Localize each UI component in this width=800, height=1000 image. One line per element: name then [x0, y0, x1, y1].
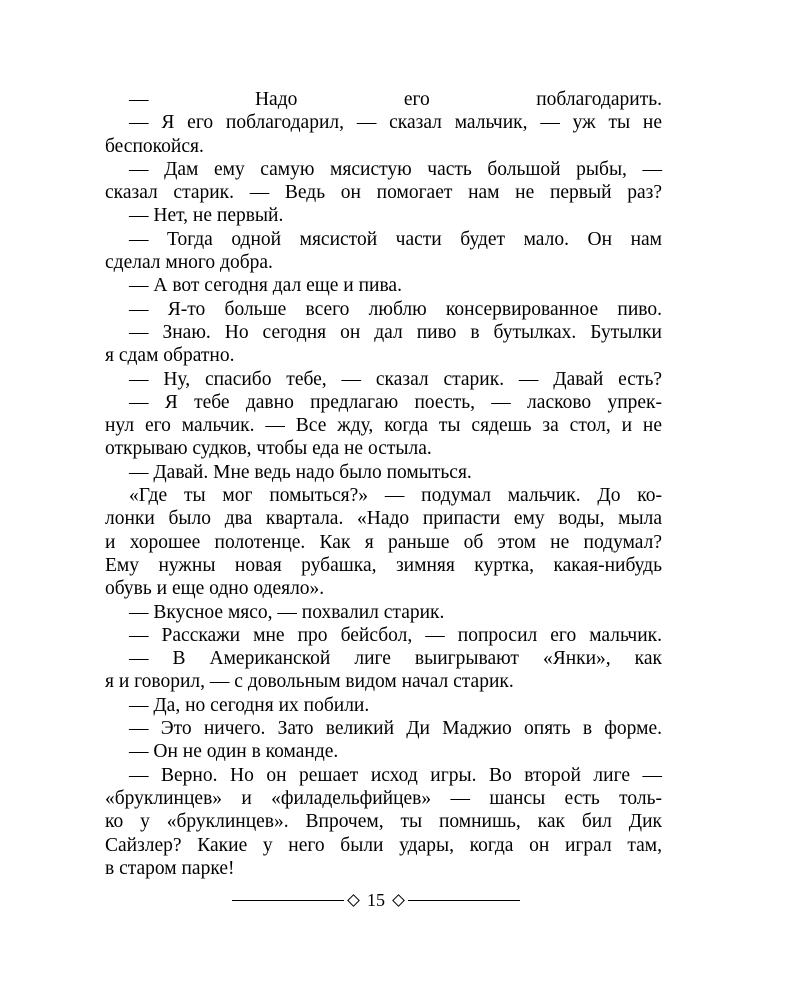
- text-line: нул его мальчик. — Все жду, когда ты сядешь за стол, и не: [105, 415, 662, 437]
- text-line: — Давай. Мне ведь надо было помыться.: [129, 461, 472, 483]
- text-line: — Я-то больше всего люблю консервированное пиво.: [129, 298, 662, 320]
- text-line: «Где ты мог помыться?» — подумал мальчик. До ко-: [129, 485, 662, 507]
- text-line: — Он не один в команде.: [129, 741, 339, 763]
- text-line: — Это ничего. Зато великий Ди Маджио опять в форме.: [129, 718, 662, 740]
- book-page-text: [105, 88, 662, 880]
- footer-rule-left: [232, 900, 344, 901]
- text-line: — Знаю. Но сегодня он дал пиво в бутылках. Бутылки: [129, 321, 662, 343]
- text-line: — Я тебе давно предлагаю поесть, — ласково упрек-: [129, 391, 662, 413]
- text-line: лонки было два квартала. «Надо припасти ему воды, мыла: [105, 508, 662, 530]
- footer-rule-right: [408, 900, 520, 901]
- text-line: сказал старик. — Ведь он помогает нам не первый раз?: [105, 182, 662, 204]
- text-line: — Верно. Но он решает исход игры. Во второй лиге —: [129, 764, 662, 786]
- text-line: — Дам ему самую мясистую часть большой рыбы, —: [129, 158, 662, 180]
- text-line: беспокойся.: [105, 135, 204, 157]
- text-line: — Да, но сегодня их побили.: [129, 694, 370, 716]
- text-line: сделал много добра.: [105, 252, 273, 274]
- text-line: я сдам обратно.: [105, 345, 235, 367]
- text-line: Сайзлер? Какие у него были удары, когда он играл там,: [105, 834, 662, 856]
- text-line: Ему нужны новая рубашка, зимняя куртка, какая-нибудь: [105, 554, 662, 576]
- text-line: ко у «бруклинцев». Впрочем, ты помнишь, как бил Дик: [105, 811, 662, 833]
- text-line: — Расскажи мне про бейсбол, — попросил его мальчик.: [129, 624, 662, 646]
- text-line: я и говорил, — с довольным видом начал старик.: [105, 671, 514, 693]
- text-line: — А вот сегодня дал еще и пива.: [129, 275, 402, 297]
- text-line: «бруклинцев» и «филадельфийцев» — шансы есть толь-: [105, 787, 662, 809]
- text-line: — Тогда одной мясистой части будет мало. Он нам: [129, 228, 662, 250]
- page-footer: [230, 888, 522, 912]
- text-line: и хорошее полотенце. Как я раньше об этом не подумал?: [105, 531, 662, 553]
- text-line: — В Американской лиге выигрывают «Янки», как: [129, 648, 662, 670]
- diamond-ornament-icon: [347, 894, 360, 907]
- text-line: — Надо его поблагодарить.: [129, 89, 662, 110]
- text-line: в старом парке!: [105, 857, 235, 879]
- text-line: — Я его поблагодарил, — сказал мальчик, — уж ты не: [129, 112, 662, 134]
- text-line: — Ну, спасибо тебе, — сказал старик. — Давай есть?: [129, 368, 662, 390]
- text-line: — Нет, не первый.: [129, 205, 284, 227]
- diamond-ornament-icon: [392, 894, 405, 907]
- text-line: открываю судков, чтобы еда не остыла.: [105, 438, 432, 460]
- text-line: обувь и еще одно одеяло».: [105, 578, 325, 600]
- page-number: 15: [367, 890, 385, 910]
- text-line: — Вкусное мясо, — похвалил старик.: [129, 601, 445, 623]
